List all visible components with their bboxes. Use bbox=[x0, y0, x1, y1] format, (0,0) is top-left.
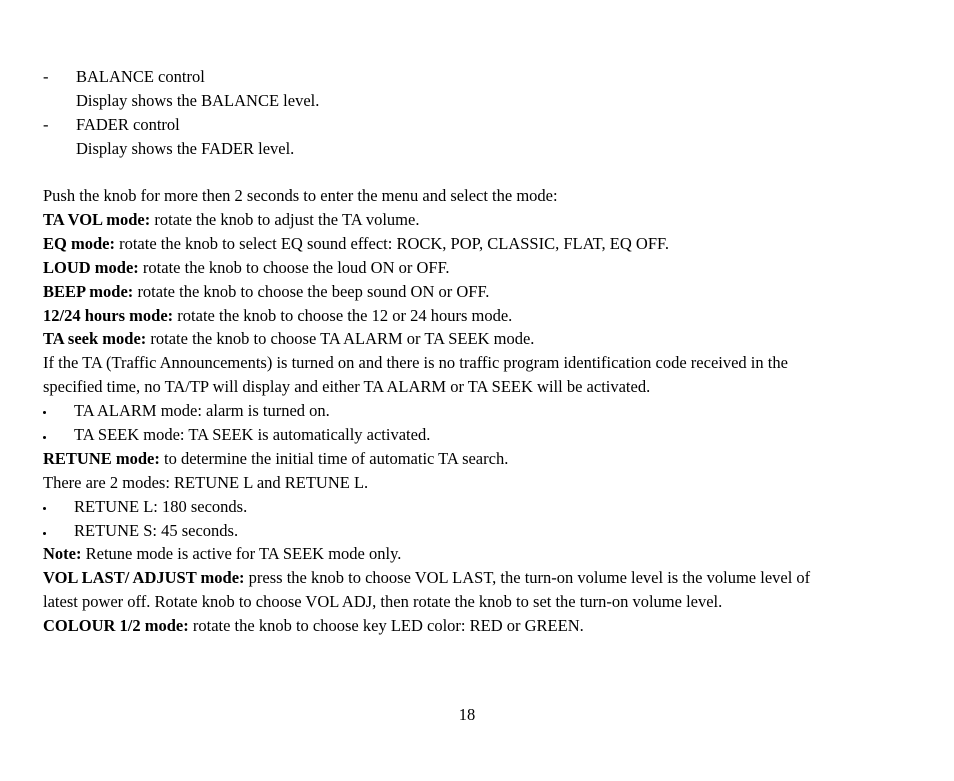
vol-last-mode-line bbox=[43, 568, 810, 588]
ta-seek-mode-label: TA seek mode: bbox=[43, 329, 147, 348]
fader-control-title: FADER control bbox=[76, 115, 180, 134]
note-text: Retune mode is active for TA SEEK mode only. bbox=[81, 544, 402, 563]
loud-mode-label: LOUD mode: bbox=[43, 258, 139, 277]
beep-mode-label: BEEP mode: bbox=[43, 282, 134, 301]
ta-seek-mode-text: rotate the knob to choose TA ALARM or TA SEEK mode. bbox=[146, 329, 535, 348]
retune-modes-count: There are 2 modes: RETUNE L and RETUNE L. bbox=[43, 473, 369, 492]
list-dash: - bbox=[43, 67, 49, 86]
ta-paragraph-line-1: If the TA (Traffic Announcements) is turned on and there is no traffic program identification code received in the bbox=[43, 353, 788, 372]
retune-mode-label: RETUNE mode: bbox=[43, 449, 160, 468]
retune-l-bullet: RETUNE L: 180 seconds. bbox=[74, 497, 248, 516]
hours-mode-line bbox=[43, 306, 512, 326]
vol-last-mode-line-2: latest power off. Rotate knob to choose VOL ADJ, then rotate the knob to set the turn-on volume level. bbox=[43, 592, 723, 611]
loud-mode-line bbox=[43, 258, 450, 278]
ta-seek-mode-line bbox=[43, 329, 534, 349]
eq-mode-text: rotate the knob to select EQ sound effect: ROCK, POP, CLASSIC, FLAT, EQ OFF. bbox=[114, 234, 669, 253]
balance-control-detail: Display shows the BALANCE level. bbox=[76, 91, 320, 110]
colour-mode-label: COLOUR 1/2 mode: bbox=[43, 616, 189, 635]
menu-intro-text: Push the knob for more then 2 seconds to enter the menu and select the mode: bbox=[43, 186, 558, 205]
vol-last-mode-label: VOL LAST/ ADJUST mode: bbox=[43, 568, 245, 587]
note-label: Note: bbox=[43, 544, 82, 563]
beep-mode-line bbox=[43, 282, 489, 302]
retune-mode-text: to determine the initial time of automatic TA search. bbox=[159, 449, 509, 468]
bullet-icon bbox=[43, 411, 46, 414]
colour-mode-line bbox=[43, 616, 584, 636]
retune-s-bullet: RETUNE S: 45 seconds. bbox=[74, 521, 239, 540]
balance-control-title: BALANCE control bbox=[76, 67, 205, 86]
eq-mode-line bbox=[43, 234, 669, 254]
hours-mode-text: rotate the knob to choose the 12 or 24 hours mode. bbox=[173, 306, 513, 325]
ta-seek-bullet: TA SEEK mode: TA SEEK is automatically activated. bbox=[74, 425, 431, 444]
ta-vol-mode-line bbox=[43, 210, 419, 230]
eq-mode-label: EQ mode: bbox=[43, 234, 115, 253]
hours-mode-label: 12/24 hours mode: bbox=[43, 306, 174, 325]
retune-mode-line bbox=[43, 449, 508, 469]
beep-mode-text: rotate the knob to choose the beep sound ON or OFF. bbox=[133, 282, 490, 301]
ta-vol-mode-text: rotate the knob to adjust the TA volume. bbox=[150, 210, 420, 229]
bullet-icon bbox=[43, 532, 46, 535]
bullet-icon bbox=[43, 436, 46, 439]
colour-mode-text: rotate the knob to choose key LED color: RED or GREEN. bbox=[188, 616, 584, 635]
page-number: 18 bbox=[458, 705, 476, 724]
note-line bbox=[43, 544, 401, 564]
ta-alarm-bullet: TA ALARM mode: alarm is turned on. bbox=[74, 401, 330, 420]
ta-vol-mode-label: TA VOL mode: bbox=[43, 210, 151, 229]
fader-control-detail: Display shows the FADER level. bbox=[76, 139, 295, 158]
loud-mode-text: rotate the knob to choose the loud ON or OFF. bbox=[138, 258, 450, 277]
vol-last-mode-text: press the knob to choose VOL LAST, the turn-on volume level is the volume level of bbox=[244, 568, 811, 587]
bullet-icon bbox=[43, 507, 46, 510]
ta-paragraph-line-2: specified time, no TA/TP will display and either TA ALARM or TA SEEK will be activated. bbox=[43, 377, 651, 396]
list-dash: - bbox=[43, 115, 49, 134]
